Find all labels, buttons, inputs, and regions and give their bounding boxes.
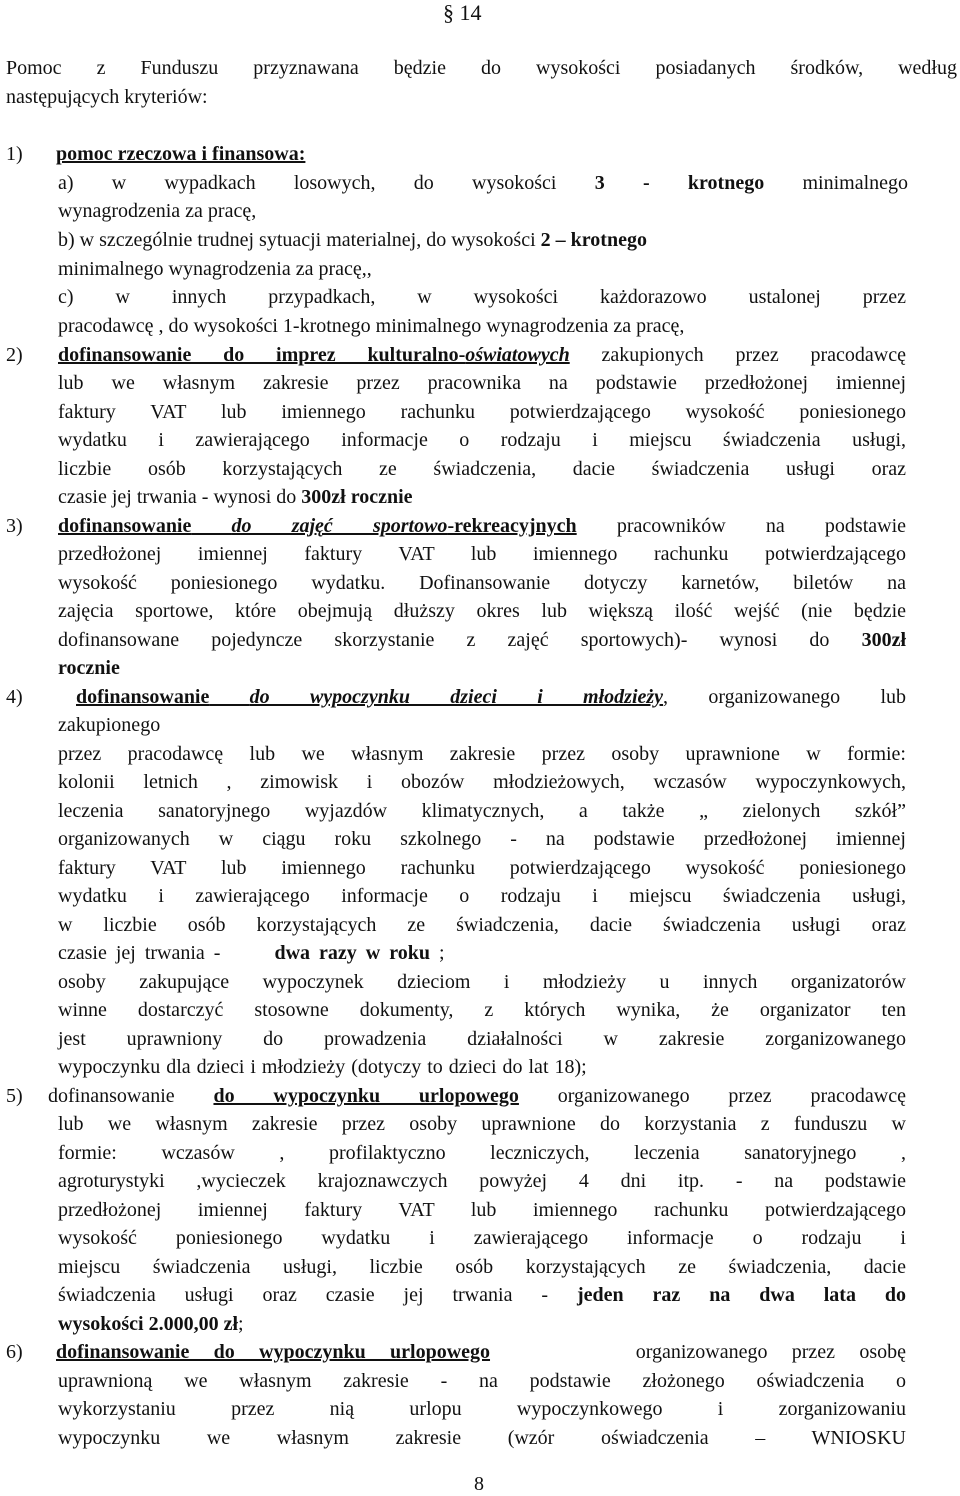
paragraph-line: dofinansowanie do wypoczynku dzieci i młodzieży, organizowanego lub — [76, 686, 906, 708]
paragraph-line: osoby zakupujące wypoczynek dzieciom i młodzieży u innych organizatorów — [58, 971, 906, 993]
paragraph-line: wysokość poniesionego wydatku i zawierającego informacje o rodzaju i — [58, 1227, 906, 1249]
paragraph-line: dofinansowanie do zajęć sportowo-rekreacyjnych pracowników na podstawie — [58, 515, 907, 537]
paragraph-line: czasie jej trwania - dwa razy w roku ; — [58, 942, 445, 964]
item-number: 3) — [6, 515, 23, 537]
paragraph-line: przedłożonej imiennej faktury VAT lub imiennego rachunku potwierdzającego — [58, 1199, 906, 1221]
paragraph-line: organizowanych w ciągu roku szkolnego - na podstawie przedłożonej imiennej — [58, 828, 906, 850]
paragraph-line: faktury VAT lub imiennego rachunku potwierdzającego wysokość poniesionego — [58, 401, 906, 423]
paragraph-line: zajęcia sportowe, które obejmują dłuższy okres lub większą ilość wejść (nie będzie — [58, 600, 906, 622]
item-number: 6) — [6, 1341, 23, 1363]
intro-line: następujących kryteriów: — [6, 86, 208, 108]
paragraph-line: rocznie — [58, 657, 120, 679]
paragraph-line: czasie jej trwania - wynosi do 300zł rocznie — [58, 486, 413, 508]
paragraph-line: winne dostarczyć stosowne dokumenty, z których wynika, że organizator ten — [58, 999, 906, 1021]
paragraph-line: wypoczynku we własnym zakresie (wzór oświadczenia – WNIOSKU — [58, 1427, 906, 1449]
paragraph-line: dofinansowanie do wypoczynku urlopowego organizowanego przez osobę — [56, 1341, 906, 1363]
paragraph-line: minimalnego wynagrodzenia za pracę,, — [58, 258, 372, 280]
paragraph-line: faktury VAT lub imiennego rachunku potwierdzającego wysokość poniesionego — [58, 857, 906, 879]
paragraph-line: agroturystyki ,wycieczek krajoznawczych powyżej 4 dni itp. - na podstawie — [58, 1170, 906, 1192]
paragraph-line: wysokości 2.000,00 zł; — [58, 1313, 244, 1335]
paragraph-line: liczbie osób korzystających ze świadczenia, dacie świadczenia usługi oraz — [58, 458, 906, 480]
paragraph-line: dofinansowanie do imprez kulturalno-oświatowych zakupionych przez pracodawcę — [58, 344, 907, 366]
paragraph-line: leczenia sanatoryjnego wyjazdów klimatycznych, a także „ zielonych szkół” — [58, 800, 906, 822]
paragraph-line: zakupionego — [58, 714, 161, 736]
paragraph-line: w liczbie osób korzystających ze świadczenia, dacie świadczenia usługi oraz — [58, 914, 906, 936]
paragraph-line: pracodawcę , do wysokości 1-krotnego minimalnego wynagrodzenia za pracę, — [58, 315, 685, 337]
paragraph-line: miejscu świadczenia usługi, liczbie osób korzystających ze świadczenia, dacie — [58, 1256, 906, 1278]
paragraph-line: wynagrodzenia za pracę, — [58, 200, 257, 222]
intro-line: Pomoc z Funduszu przyznawana będzie do wysokości posiadanych środków, według — [6, 57, 957, 79]
item-title: pomoc rzeczowa i finansowa: — [56, 143, 306, 165]
item-number: 5) — [6, 1085, 23, 1107]
paragraph-line: b) w szczególnie trudnej sytuacji materialnej, do wysokości 2 – krotnego — [58, 229, 647, 251]
paragraph-line: a) w wypadkach losowych, do wysokości 3 - krotnego minimalnego — [58, 172, 909, 194]
paragraph-line: wydatku i zawierającego informacje o rodzaju i miejscu świadczenia usługi, — [58, 429, 906, 451]
paragraph-line: przedłożonej imiennej faktury VAT lub imiennego rachunku potwierdzającego — [58, 543, 906, 565]
paragraph-line: c) w innych przypadkach, w wysokości każdorazowo ustalonej przez — [58, 286, 906, 308]
paragraph-line: przez pracodawcę lub we własnym zakresie przez osoby uprawnione w formie: — [58, 743, 906, 765]
paragraph-line: wykorzystaniu przez nią urlopu wypoczynkowego i zorganizowaniu — [58, 1398, 906, 1420]
page-number: 8 — [474, 1473, 484, 1495]
paragraph-line: uprawnioną we własnym zakresie - na podstawie złożonego oświadczenia o — [58, 1370, 906, 1392]
paragraph-line: lub we własnym zakresie przez pracownika na podstawie przedłożonej imiennej — [58, 372, 906, 394]
item-number: 2) — [6, 344, 23, 366]
paragraph-line: dofinansowane pojedyncze skorzystanie z zajęć sportowych)- wynosi do 300zł — [58, 629, 906, 651]
paragraph-line: lub we własnym zakresie przez osoby uprawnione do korzystania z funduszu w — [58, 1113, 906, 1135]
paragraph-line: świadczenia usługi oraz czasie jej trwania - jeden raz na dwa lata do — [58, 1284, 906, 1306]
item-number: 1) — [6, 143, 23, 165]
paragraph-line: jest uprawniony do prowadzenia działalności w zakresie zorganizowanego — [58, 1028, 906, 1050]
paragraph-line: kolonii letnich , zimowisk i obozów młodzieżowych, wczasów wypoczynkowych, — [58, 771, 906, 793]
paragraph-line: formie: wczasów , profilaktyczno leczniczych, leczenia sanatoryjnego , — [58, 1142, 906, 1164]
section-marker: § 14 — [443, 0, 482, 25]
paragraph-line: wypoczynku dla dzieci i młodzieży (dotyczy to dzieci do lat 18); — [58, 1056, 587, 1078]
paragraph-line: dofinansowanie do wypoczynku urlopowego organizowanego przez pracodawcę — [48, 1085, 906, 1107]
paragraph-line: wysokość poniesionego wydatku. Dofinansowanie dotyczy karnetów, biletów na — [58, 572, 906, 594]
item-number: 4) — [6, 686, 23, 708]
paragraph-line: wydatku i zawierającego informacje o rodzaju i miejscu świadczenia usługi, — [58, 885, 906, 907]
